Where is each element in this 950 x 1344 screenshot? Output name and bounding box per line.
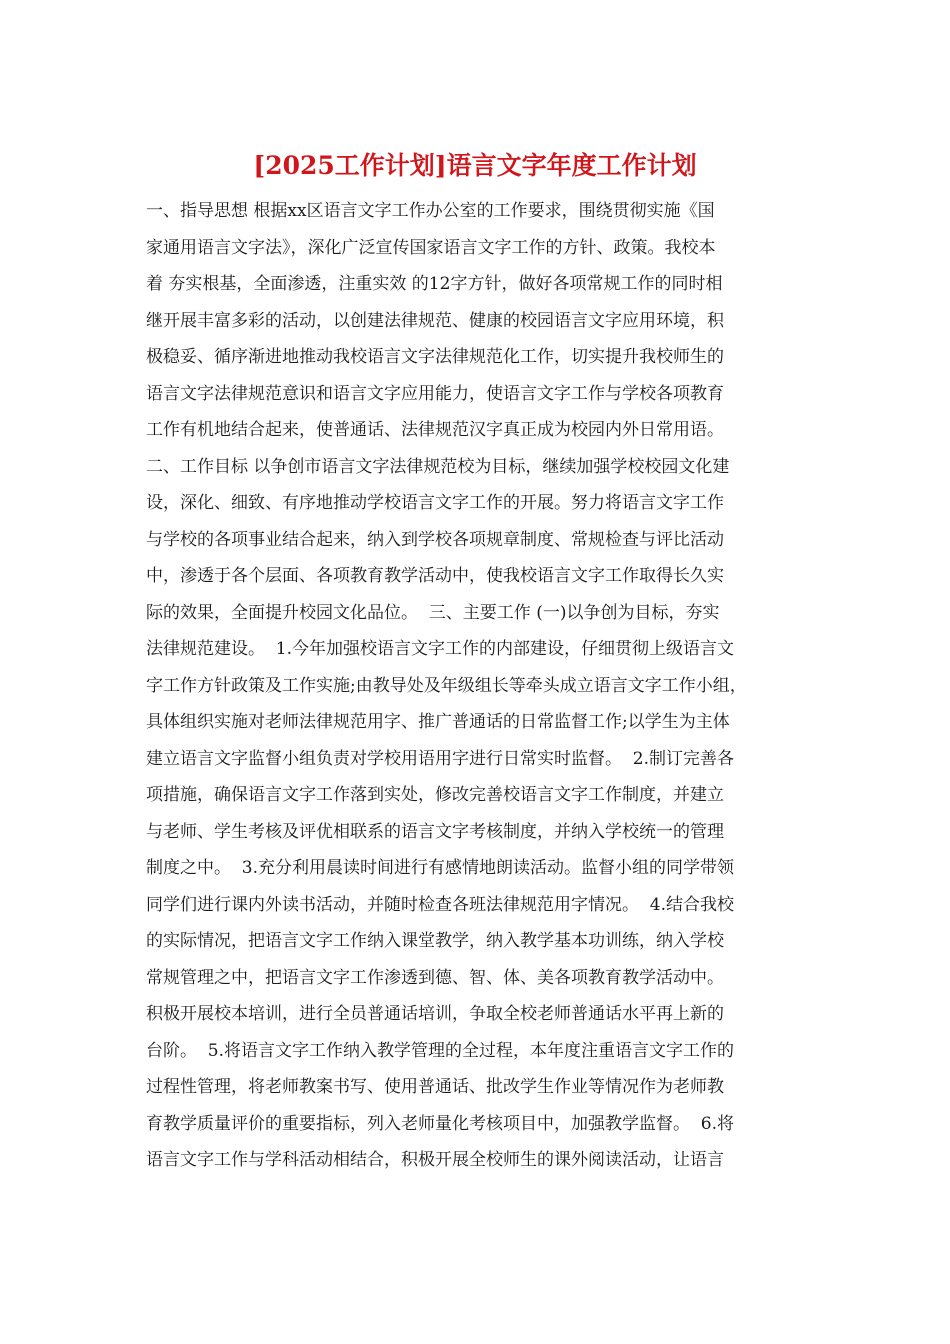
- body-line: 过程性管理，将老师教案书写、使用普通话、批改学生作业等情况作为老师教: [146, 1077, 724, 1097]
- document-body: [146, 193, 806, 1179]
- body-line: 与老师、学生考核及评优相联系的语言文字考核制度，并纳入学校统一的管理: [146, 821, 724, 842]
- body-line: 项措施，确保语言文字工作落到实处，修改完善校语言文字工作制度，并建立: [146, 785, 724, 805]
- body-line: 极稳妥、循序渐进地推动我校语言文字法律规范化工作，切实提升我校师生的: [146, 347, 724, 367]
- body-line: 育教学质量评价的重要指标，列入老师量化考核项目中，加强教学监督。 6.将: [146, 1113, 735, 1134]
- body-line: 二、工作目标 以争创市语言文字法律规范校为目标，继续加强学校校园文化建: [146, 456, 730, 477]
- body-line: 字工作方针政策及工作实施;由教导处及年级组长等牵头成立语言文字工作小组，: [146, 675, 747, 696]
- body-line: 工作有机地结合起来，使普通话、法律规范汉字真正成为校园内外日常用语。: [146, 420, 724, 440]
- body-line: 制度之中。 3.充分利用晨读时间进行有感情地朗读活动。监督小组的同学带领: [146, 858, 735, 878]
- body-line: 着 夯实根基，全面渗透，注重实效 的12字方针，做好各项常规工作的同时相: [146, 274, 723, 294]
- body-line: 积极开展校本培训，进行全员普通话培训，争取全校老师普通话水平再上新的: [146, 1004, 724, 1024]
- body-line: 设，深化、细致、有序地推动学校语言文字工作的开展。努力将语言文字工作: [146, 493, 724, 513]
- body-line: 台阶。 5.将语言文字工作纳入教学管理的全过程，本年度注重语言文字工作的: [146, 1040, 735, 1061]
- document-title: [2025工作计划]语言文字年度工作计划: [253, 151, 697, 180]
- body-line: 一、指导思想 根据xx区语言文字工作办公室的工作要求，围绕贯彻实施《国: [146, 201, 715, 221]
- body-line: 家通用语言文字法》，深化广泛宣传国家语言文字工作的方针、政策。我校本: [146, 237, 716, 258]
- body-line: 与学校的各项事业结合起来，纳入到学校各项规章制度、常规检查与评比活动: [146, 529, 724, 550]
- body-line: 的实际情况，把语言文字工作纳入课堂教学，纳入教学基本功训练，纳入学校: [146, 931, 724, 951]
- body-line: 法律规范建设。 1.今年加强校语言文字工作的内部建设，仔细贯彻上级语言文: [146, 639, 735, 659]
- body-line: 际的效果，全面提升校园文化品位。 三、主要工作 (一)以争创为目标，夯实: [146, 602, 720, 623]
- body-line: 同学们进行课内外读书活动，并随时检查各班法律规范用字情况。 4.结合我校: [146, 894, 735, 915]
- body-line: 语言文字工作与学科活动相结合，积极开展全校师生的课外阅读活动，让语言: [146, 1150, 724, 1170]
- body-line: 建立语言文字监督小组负责对学校用语用字进行日常实时监督。 2.制订完善各: [146, 748, 735, 769]
- body-line: 具体组织实施对老师法律规范用字、推广普通话的日常监督工作;以学生为主体: [146, 712, 730, 732]
- body-line: 常规管理之中，把语言文字工作渗透到德、智、体、美各项教育教学活动中。: [146, 967, 724, 988]
- body-line: 继开展丰富多彩的活动，以创建法律规范、健康的校园语言文字应用环境，积: [146, 310, 724, 331]
- body-line: 中，渗透于各个层面、各项教育教学活动中，使我校语言文字工作取得长久实: [146, 566, 724, 586]
- body-line: 语言文字法律规范意识和语言文字应用能力，使语言文字工作与学校各项教育: [146, 383, 724, 404]
